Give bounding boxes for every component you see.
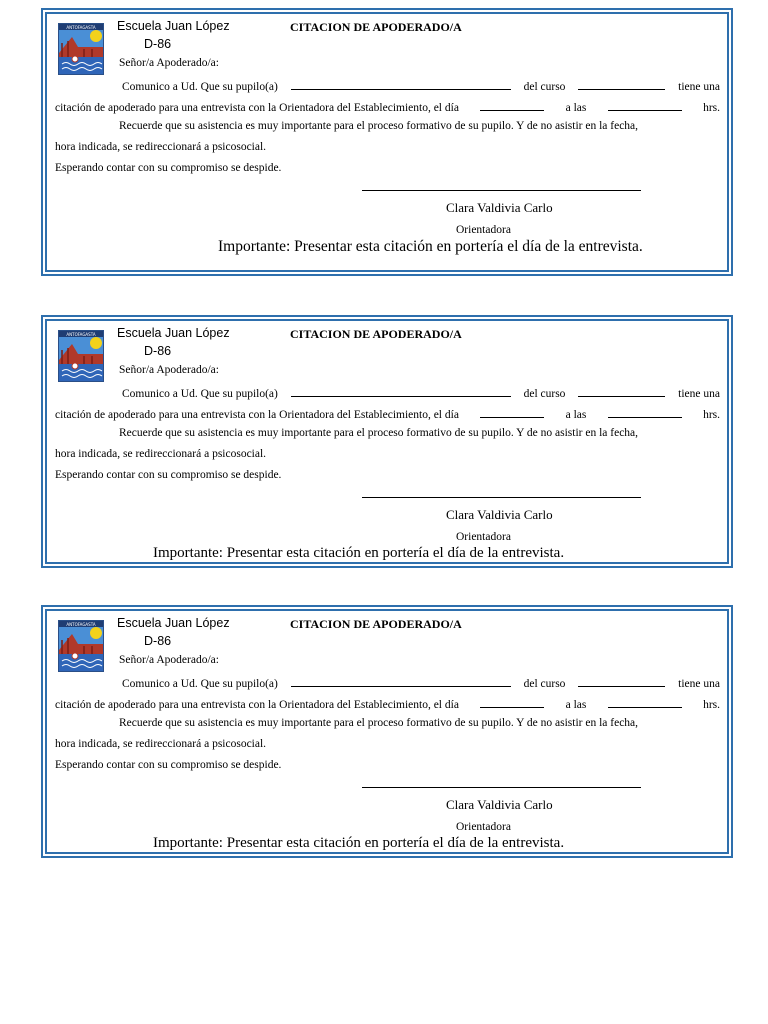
salutation: Señor/a Apoderado/a: [119, 364, 219, 376]
svg-text:ANTOFAGASTA: ANTOFAGASTA [66, 24, 96, 30]
school-logo-icon [58, 23, 104, 75]
appointment-text: citación de apoderado para una entrevista con la Orientadora del Establecimiento, el día [55, 699, 459, 711]
appointment-text: citación de apoderado para una entrevista con la Orientadora del Establecimiento, el día [55, 409, 459, 421]
pupil-line-label: Comunico a Ud. Que su pupilo(a) [122, 81, 278, 93]
closing-text: Esperando contar con su compromiso se despide. [55, 469, 282, 481]
appointment-line [55, 99, 720, 114]
pupil-line-label: Comunico a Ud. Que su pupilo(a) [122, 678, 278, 690]
hours-label: hrs. [703, 699, 720, 711]
svg-text:ANTOFAGASTA: ANTOFAGASTA [66, 331, 96, 337]
pupil-line-end: tiene una [678, 678, 720, 690]
reminder-text: Recuerde que su asistencia es muy importante para el proceso formativo de su pupilo. Y de no asistir en la fecha, [119, 120, 639, 132]
citation-card-1 [41, 8, 733, 276]
card-inner-border [45, 12, 729, 272]
time-blank[interactable] [608, 696, 682, 708]
pupil-name-blank[interactable] [291, 78, 511, 90]
time-label: a las [565, 409, 587, 421]
redirect-text: hora indicada, se redireccionará a psicosocial. [55, 141, 267, 153]
closing-text: Esperando contar con su compromiso se despide. [55, 162, 282, 174]
pupil-name-blank[interactable] [291, 385, 511, 397]
citation-card-2 [41, 315, 733, 568]
school-code: D-86 [144, 344, 172, 358]
time-label: a las [565, 699, 587, 711]
signer-role: Orientadora [456, 821, 511, 833]
signature-line [362, 497, 641, 498]
salutation: Señor/a Apoderado/a: [119, 654, 219, 666]
hours-label: hrs. [703, 409, 720, 421]
course-blank[interactable] [578, 385, 665, 397]
appointment-line [55, 696, 720, 711]
citation-card-3 [41, 605, 733, 858]
date-blank[interactable] [480, 99, 544, 111]
time-blank[interactable] [608, 99, 682, 111]
time-blank[interactable] [608, 406, 682, 418]
svg-text:ANTOFAGASTA: ANTOFAGASTA [66, 621, 96, 627]
pupil-line [122, 385, 720, 400]
appointment-text: citación de apoderado para una entrevista con la Orientadora del Establecimiento, el día [55, 102, 459, 114]
course-label: del curso [523, 81, 566, 93]
school-logo-icon [58, 330, 104, 382]
school-logo-icon [58, 620, 104, 672]
closing-text: Esperando contar con su compromiso se despide. [55, 759, 282, 771]
school-code: D-86 [144, 37, 172, 51]
pupil-line [122, 78, 720, 93]
pupil-line-end: tiene una [678, 81, 720, 93]
course-label: del curso [523, 678, 566, 690]
hours-label: hrs. [703, 102, 720, 114]
reminder-text: Recuerde que su asistencia es muy importante para el proceso formativo de su pupilo. Y de no asistir en la fecha, [119, 717, 639, 729]
pupil-name-blank[interactable] [291, 675, 511, 687]
form-title: CITACION DE APODERADO/A [290, 20, 462, 34]
redirect-text: hora indicada, se redireccionará a psicosocial. [55, 448, 267, 460]
important-note: Importante: Presentar esta citación en portería el día de la entrevista. [153, 835, 565, 851]
signer-name: Clara Valdivia Carlo [446, 797, 553, 812]
form-title: CITACION DE APODERADO/A [290, 327, 462, 341]
pupil-line-end: tiene una [678, 388, 720, 400]
school-name: Escuela Juan López [117, 326, 230, 340]
card-inner-border [45, 319, 729, 564]
signature-line [362, 190, 641, 191]
signer-role: Orientadora [456, 531, 511, 543]
signer-name: Clara Valdivia Carlo [446, 200, 553, 215]
school-code: D-86 [144, 634, 172, 648]
course-label: del curso [523, 388, 566, 400]
appointment-line [55, 406, 720, 421]
salutation: Señor/a Apoderado/a: [119, 57, 219, 69]
date-blank[interactable] [480, 696, 544, 708]
course-blank[interactable] [578, 675, 665, 687]
pupil-line [122, 675, 720, 690]
school-name: Escuela Juan López [117, 616, 230, 630]
signer-name: Clara Valdivia Carlo [446, 507, 553, 522]
important-note: Importante: Presentar esta citación en portería el día de la entrevista. [153, 545, 565, 561]
important-note: Importante: Presentar esta citación en portería el día de la entrevista. [218, 238, 643, 255]
signer-role: Orientadora [456, 224, 511, 236]
time-label: a las [565, 102, 587, 114]
reminder-text: Recuerde que su asistencia es muy importante para el proceso formativo de su pupilo. Y de no asistir en la fecha, [119, 427, 639, 439]
pupil-line-label: Comunico a Ud. Que su pupilo(a) [122, 388, 278, 400]
date-blank[interactable] [480, 406, 544, 418]
form-title: CITACION DE APODERADO/A [290, 617, 462, 631]
redirect-text: hora indicada, se redireccionará a psicosocial. [55, 738, 267, 750]
signature-line [362, 787, 641, 788]
card-inner-border [45, 609, 729, 854]
course-blank[interactable] [578, 78, 665, 90]
school-name: Escuela Juan López [117, 19, 230, 33]
